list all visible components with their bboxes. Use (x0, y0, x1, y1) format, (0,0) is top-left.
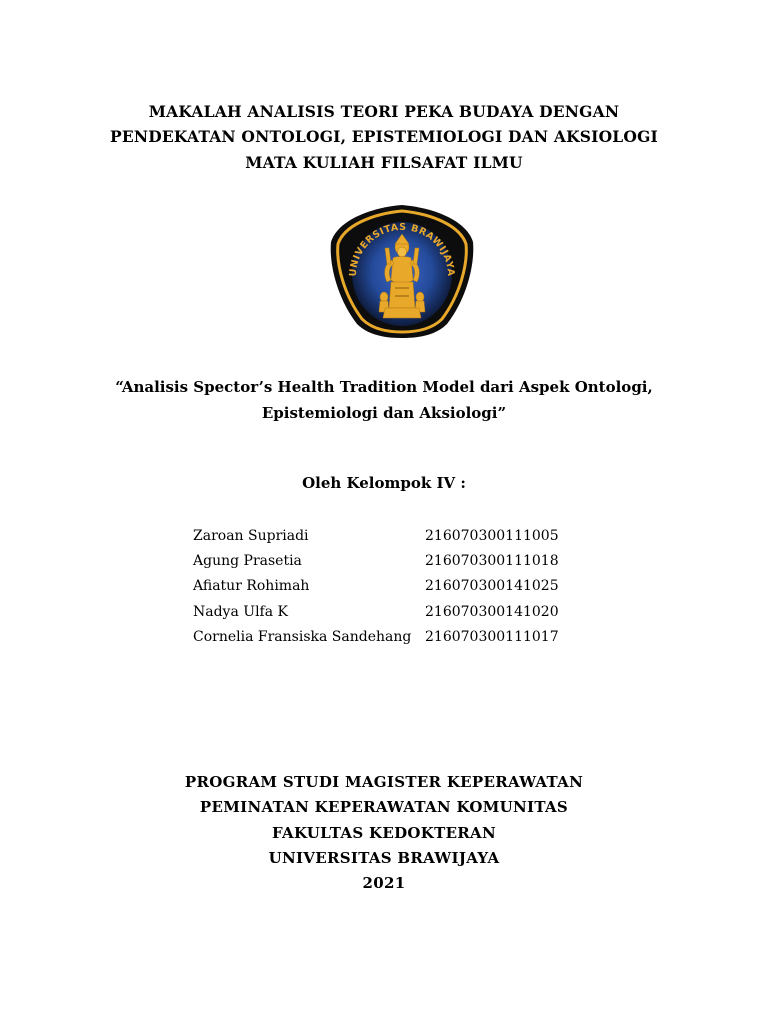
list-item (193, 624, 613, 649)
university-logo (329, 202, 475, 340)
member-name: Nadya Ulfa K (193, 603, 288, 620)
list-item (193, 548, 613, 573)
group-label: Oleh Kelompok IV : (302, 474, 466, 492)
title-line-2: PENDEKATAN ONTOLOGI, EPISTEMIOLOGI DAN AKSIOLOGI (110, 127, 658, 146)
members-list (193, 523, 613, 649)
subtitle-line-2: Epistemiologi dan Aksiologi” (261, 404, 507, 422)
footer-year: 2021 (362, 874, 406, 892)
member-name: Agung Prasetia (193, 552, 302, 569)
member-id: 216070300111018 (425, 552, 559, 569)
logo-arc-text: UNIVERSITAS BRAWIJAYA (347, 221, 457, 277)
footer-line-4: UNIVERSITAS BRAWIJAYA (268, 849, 500, 867)
member-id: 216070300141025 (425, 578, 559, 595)
list-item (193, 599, 613, 624)
title-line-1: MAKALAH ANALISIS TEORI PEKA BUDAYA DENGAN (148, 102, 620, 121)
member-name: Zaroan Supriadi (193, 527, 309, 544)
member-id: 216070300111005 (425, 527, 559, 544)
title-line-3: MATA KULIAH FILSAFAT ILMU (245, 153, 523, 172)
subtitle-line-1: “Analisis Spector’s Health Tradition Model dari Aspek Ontologi, (115, 378, 653, 396)
member-name: Cornelia Fransiska Sandehang (193, 628, 412, 645)
member-name: Afiatur Rohimah (193, 578, 310, 595)
list-item (193, 574, 613, 599)
member-id: 216070300111017 (425, 628, 559, 645)
member-id: 216070300141020 (425, 603, 559, 620)
footer-line-1: PROGRAM STUDI MAGISTER KEPERAWATAN (184, 773, 584, 791)
footer-line-2: PEMINATAN KEPERAWATAN KOMUNITAS (199, 798, 569, 816)
list-item (193, 523, 613, 548)
footer-line-3: FAKULTAS KEDOKTERAN (271, 824, 497, 842)
